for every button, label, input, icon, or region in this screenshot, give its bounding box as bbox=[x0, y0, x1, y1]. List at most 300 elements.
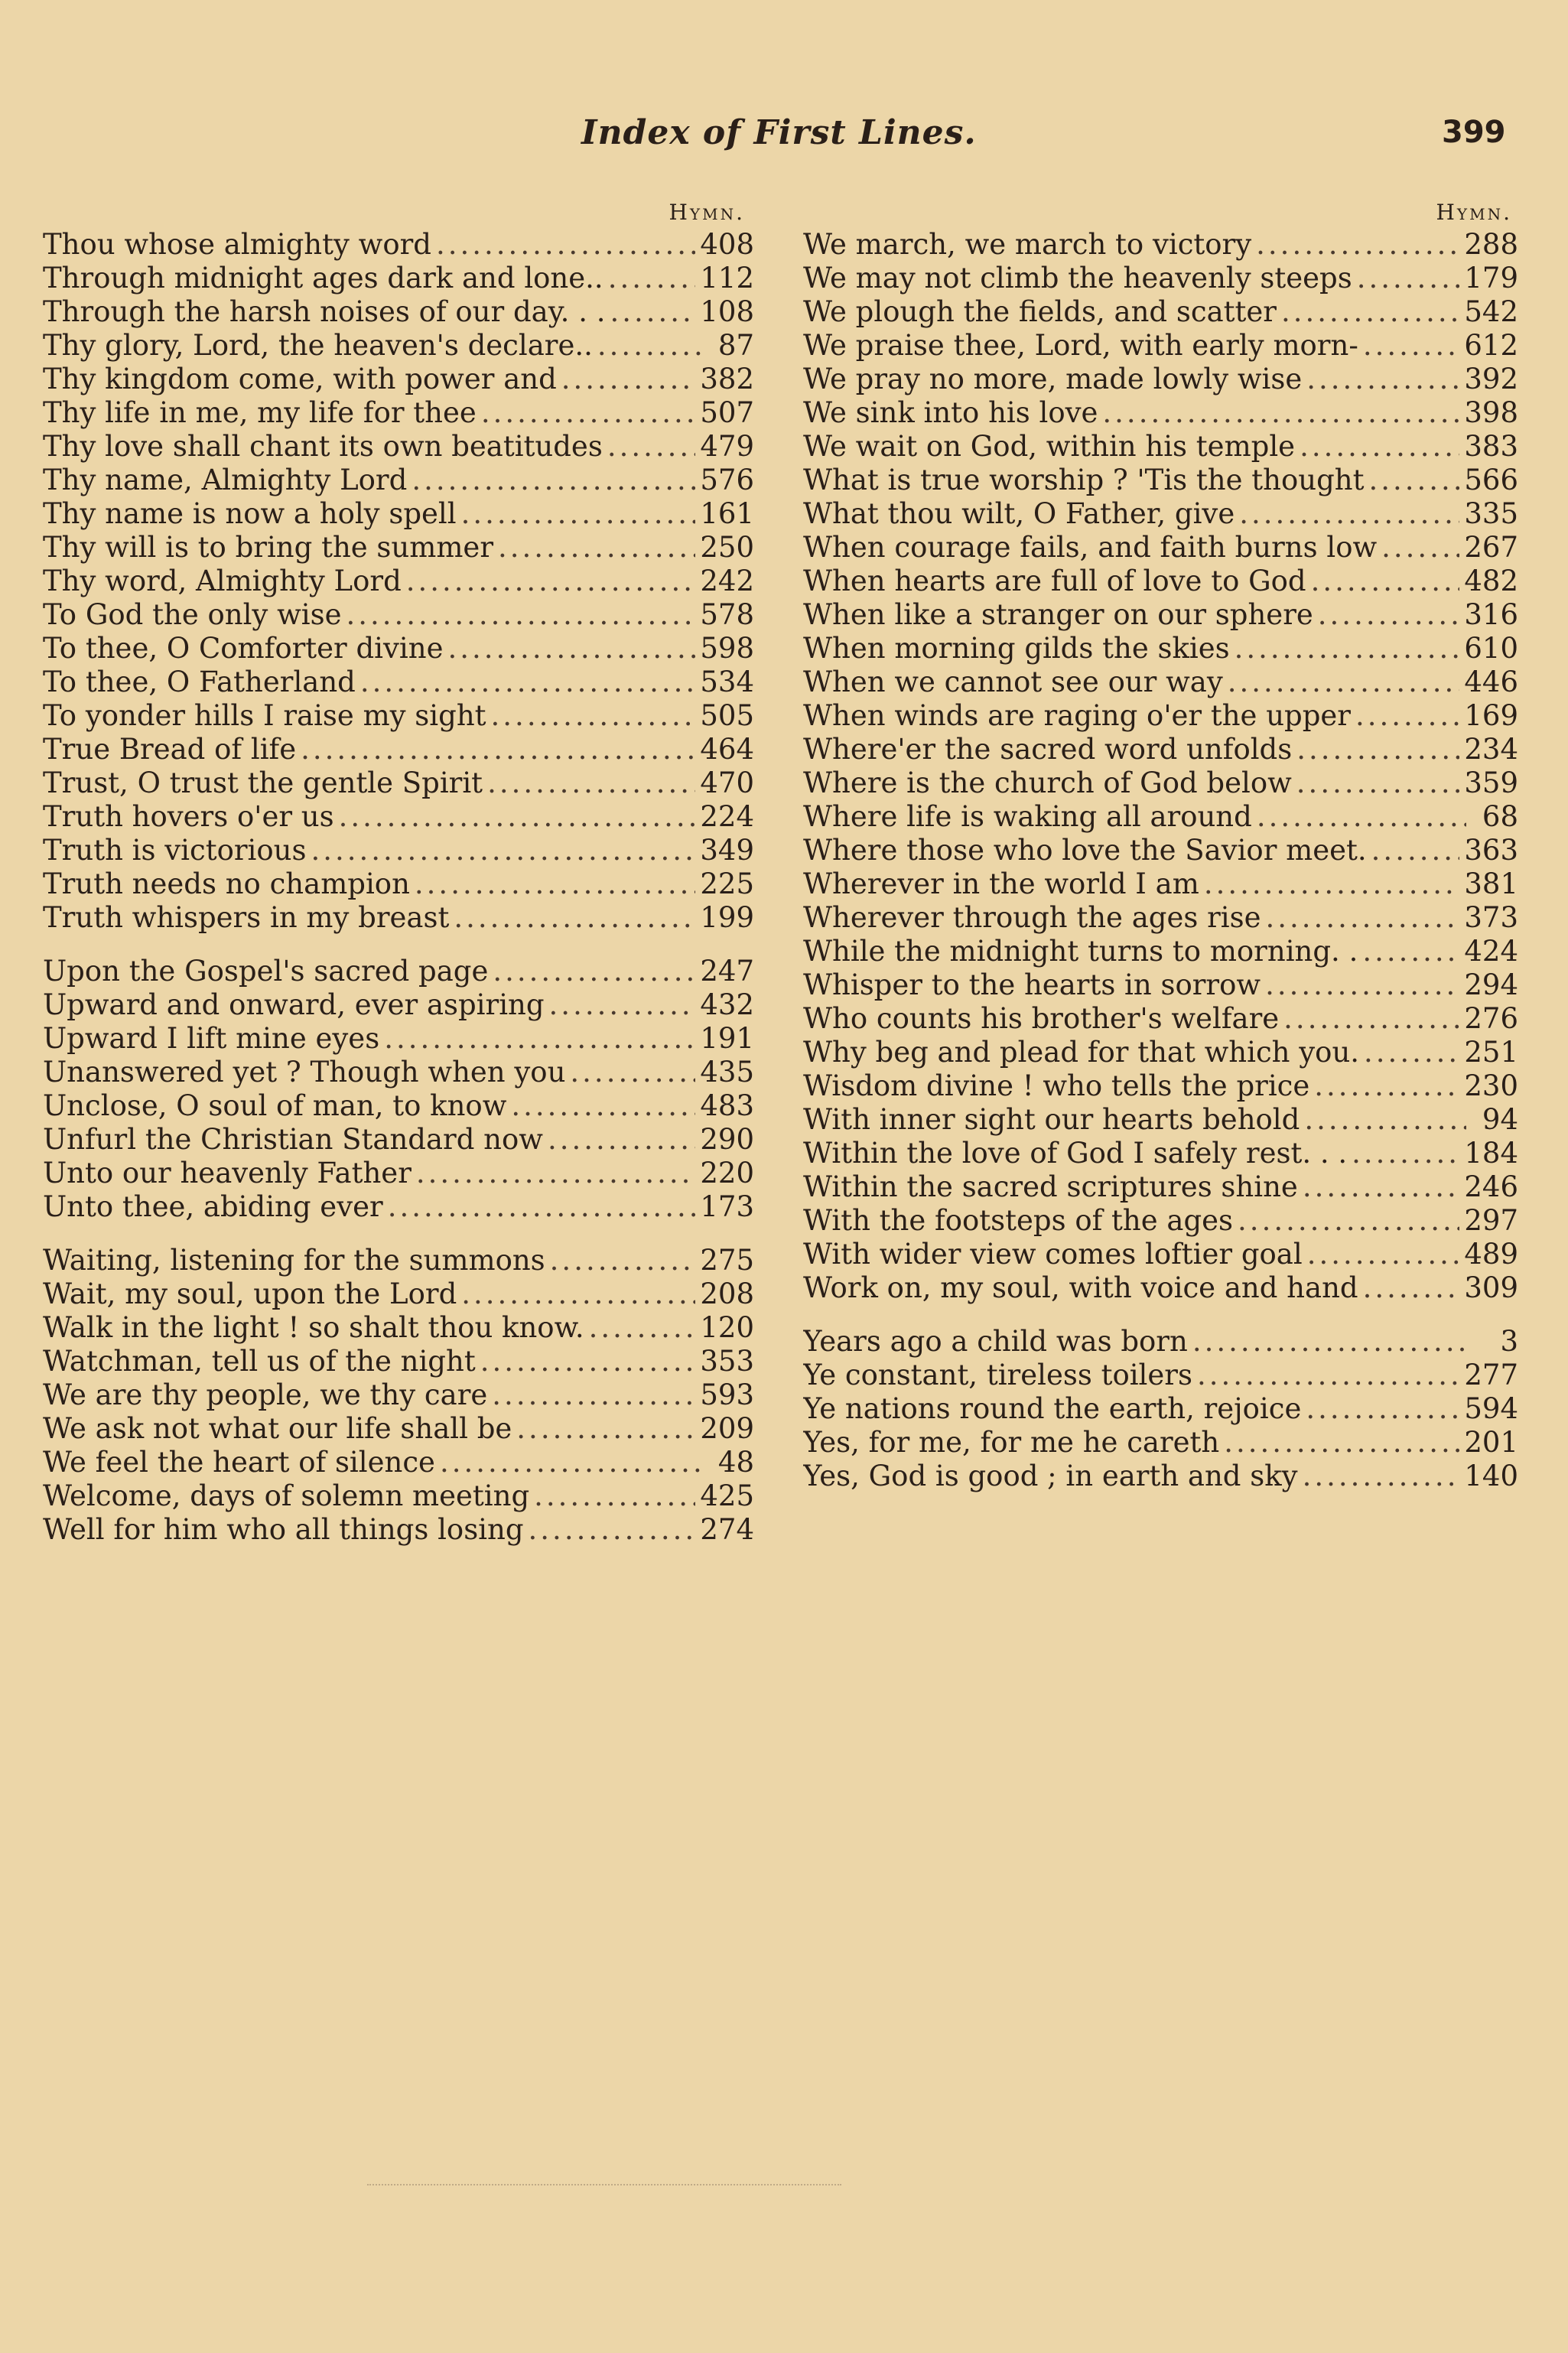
first-line-text: Thy word, Almighty Lord bbox=[43, 565, 402, 597]
dot-leader bbox=[1357, 262, 1460, 295]
hymn-number: 507 bbox=[700, 396, 754, 429]
hymn-number: 191 bbox=[700, 1022, 754, 1055]
dot-leader bbox=[1311, 565, 1460, 598]
first-line-text: When hearts are full of love to God bbox=[803, 565, 1306, 597]
first-line-text: Waiting, listening for the summons bbox=[43, 1244, 545, 1277]
hymn-number: 87 bbox=[717, 329, 754, 362]
first-line-text: Where life is waking all around bbox=[803, 800, 1252, 833]
index-entry bbox=[803, 396, 1518, 430]
first-line-text: Unanswered yet ? Though when you bbox=[43, 1056, 566, 1089]
index-entry bbox=[43, 598, 754, 632]
first-line-text: We ask not what our life shall be bbox=[43, 1412, 512, 1445]
index-entry bbox=[43, 262, 754, 295]
first-line-text: With the footsteps of the ages bbox=[803, 1204, 1234, 1237]
dot-leader bbox=[481, 396, 696, 430]
index-group bbox=[43, 228, 754, 935]
dot-leader bbox=[388, 1190, 696, 1224]
hymn-number: 594 bbox=[1464, 1392, 1518, 1425]
index-entry bbox=[803, 329, 1518, 363]
first-line-text: Work on, my soul, with voice and hand bbox=[803, 1271, 1358, 1304]
hymn-number: 161 bbox=[700, 497, 754, 530]
index-entry bbox=[43, 1056, 754, 1089]
index-entry bbox=[43, 1412, 754, 1446]
dot-leader bbox=[1364, 1036, 1459, 1069]
index-entry bbox=[43, 666, 754, 699]
hymn-number: 505 bbox=[700, 699, 754, 732]
hymn-number: 275 bbox=[700, 1244, 754, 1277]
hymn-number: 267 bbox=[1464, 531, 1518, 564]
hymn-number: 489 bbox=[1464, 1238, 1518, 1271]
hymn-number: 424 bbox=[1464, 935, 1518, 968]
dot-leader bbox=[480, 1345, 696, 1378]
dot-leader bbox=[529, 1513, 696, 1547]
hymn-number: 234 bbox=[1464, 733, 1518, 766]
hymn-number: 425 bbox=[700, 1479, 754, 1512]
hymn-number: 251 bbox=[1464, 1036, 1518, 1069]
index-entry bbox=[43, 800, 754, 834]
first-line-text: Thy will is to bring the summer bbox=[43, 531, 494, 564]
index-entry bbox=[43, 1311, 754, 1345]
hymn-number: 612 bbox=[1464, 329, 1518, 362]
dot-leader bbox=[440, 1446, 702, 1479]
dot-leader bbox=[412, 464, 695, 497]
index-entry bbox=[43, 396, 754, 430]
hymn-number: 201 bbox=[1464, 1426, 1518, 1459]
dot-leader bbox=[447, 632, 695, 666]
index-entry bbox=[803, 766, 1518, 800]
first-line-text: Thy name is now a holy spell bbox=[43, 497, 457, 530]
index-entry bbox=[803, 1002, 1518, 1036]
hymn-number: 246 bbox=[1464, 1170, 1518, 1203]
index-entry bbox=[43, 1479, 754, 1513]
index-entry bbox=[43, 565, 754, 598]
index-entry bbox=[803, 1069, 1518, 1103]
dot-leader bbox=[550, 1244, 696, 1277]
dot-leader bbox=[1296, 733, 1459, 766]
index-entry bbox=[43, 228, 754, 262]
dot-leader bbox=[461, 497, 696, 531]
column-heading: Hymn. bbox=[669, 200, 745, 225]
index-entry bbox=[43, 834, 754, 867]
index-entry bbox=[43, 1089, 754, 1123]
dot-leader bbox=[493, 955, 695, 988]
hymn-number: 250 bbox=[700, 531, 754, 564]
hymn-number: 309 bbox=[1464, 1271, 1518, 1304]
hymn-number: 169 bbox=[1464, 699, 1518, 732]
dot-leader bbox=[561, 363, 696, 396]
index-entry bbox=[803, 598, 1518, 632]
hymn-number: 363 bbox=[1464, 834, 1518, 867]
hymn-number: 48 bbox=[717, 1446, 754, 1479]
first-line-text: Where those who love the Savior meet. bbox=[803, 834, 1367, 867]
first-line-text: We feel the heart of silence bbox=[43, 1446, 435, 1479]
first-line-text: Thy name, Almighty Lord bbox=[43, 464, 408, 496]
index-entry bbox=[803, 834, 1518, 867]
hymn-number: 566 bbox=[1464, 464, 1518, 496]
dot-leader bbox=[1281, 295, 1459, 329]
first-line-text: Through midnight ages dark and lone.. bbox=[43, 262, 603, 295]
hymn-number: 381 bbox=[1464, 867, 1518, 900]
hymn-number: 230 bbox=[1464, 1069, 1518, 1102]
index-entry bbox=[803, 363, 1518, 396]
hymn-number: 208 bbox=[700, 1277, 754, 1310]
hymn-number: 464 bbox=[700, 733, 754, 766]
hymn-number: 578 bbox=[700, 598, 754, 631]
index-group bbox=[43, 955, 754, 1224]
first-line-text: When courage fails, and faith burns low bbox=[803, 531, 1378, 564]
first-line-text: Whisper to the hearts in sorrow bbox=[803, 968, 1261, 1001]
index-entry bbox=[43, 867, 754, 901]
dot-leader bbox=[1265, 968, 1459, 1002]
first-line-text: Thy love shall chant its own beatitudes bbox=[43, 430, 603, 463]
hymn-number: 432 bbox=[700, 988, 754, 1021]
dot-leader bbox=[1266, 901, 1460, 935]
first-line-text: Walk in the light ! so shalt thou know. bbox=[43, 1311, 584, 1344]
index-entry bbox=[803, 1238, 1518, 1271]
hymn-number: 94 bbox=[1482, 1103, 1518, 1136]
index-column-right bbox=[803, 197, 1518, 1493]
hymn-number: 353 bbox=[700, 1345, 754, 1378]
first-line-text: What thou wilt, O Father, give bbox=[803, 497, 1235, 530]
dot-leader bbox=[570, 1056, 695, 1089]
index-entry bbox=[803, 935, 1518, 968]
dot-leader bbox=[1362, 935, 1459, 968]
hymn-number: 179 bbox=[1464, 262, 1518, 295]
index-entry bbox=[43, 733, 754, 766]
dot-leader bbox=[1303, 1460, 1460, 1493]
index-entry bbox=[43, 363, 754, 396]
first-line-text: With wider view comes loftier goal bbox=[803, 1238, 1303, 1271]
first-line-text: Unclose, O soul of man, to know bbox=[43, 1089, 507, 1122]
first-line-text: Truth is victorious bbox=[43, 834, 307, 867]
index-entry bbox=[43, 531, 754, 565]
first-line-text: Upward I lift mine eyes bbox=[43, 1022, 380, 1055]
hymn-number: 576 bbox=[700, 464, 754, 496]
first-line-text: We march, we march to victory bbox=[803, 228, 1252, 261]
dot-leader bbox=[1256, 228, 1459, 262]
dot-leader bbox=[454, 901, 695, 935]
hymn-number: 173 bbox=[700, 1190, 754, 1223]
index-entry bbox=[43, 1123, 754, 1157]
column-heading: Hymn. bbox=[1436, 200, 1512, 225]
index-entry bbox=[43, 329, 754, 363]
index-entry bbox=[43, 988, 754, 1022]
dot-leader bbox=[406, 565, 696, 598]
hymn-number: 276 bbox=[1464, 1002, 1518, 1035]
index-entry bbox=[803, 1204, 1518, 1238]
hymn-number: 408 bbox=[700, 228, 754, 261]
index-entry bbox=[43, 901, 754, 935]
index-entry bbox=[803, 1103, 1518, 1137]
dot-leader bbox=[1306, 363, 1459, 396]
hymn-number: 598 bbox=[700, 632, 754, 665]
index-entry bbox=[43, 497, 754, 531]
first-line-text: To thee, O Comforter divine bbox=[43, 632, 444, 665]
index-entry bbox=[803, 497, 1518, 531]
first-line-text: Where'er the sacred word unfolds bbox=[803, 733, 1293, 766]
dot-leader bbox=[1283, 1002, 1459, 1036]
first-line-text: We sink into his love bbox=[803, 396, 1098, 429]
page-number: 399 bbox=[1442, 115, 1506, 150]
hymn-number: 294 bbox=[1464, 968, 1518, 1001]
first-line-text: Thy life in me, my life for thee bbox=[43, 396, 477, 429]
hymn-number: 470 bbox=[700, 766, 754, 799]
index-entry bbox=[43, 1446, 754, 1479]
dot-leader bbox=[311, 834, 695, 867]
dot-leader bbox=[1296, 766, 1460, 800]
index-entry bbox=[803, 1392, 1518, 1426]
first-line-text: We wait on God, within his temple bbox=[803, 430, 1296, 463]
dot-leader bbox=[1314, 1069, 1459, 1103]
index-entry bbox=[803, 901, 1518, 935]
dot-leader bbox=[1303, 1170, 1460, 1204]
hymn-number: 392 bbox=[1464, 363, 1518, 395]
dot-leader bbox=[534, 1479, 695, 1513]
index-entry bbox=[803, 867, 1518, 901]
index-entry bbox=[43, 1345, 754, 1378]
hymn-number: 247 bbox=[700, 955, 754, 988]
dot-leader bbox=[1306, 1392, 1459, 1426]
hymn-number: 120 bbox=[700, 1311, 754, 1344]
dot-leader bbox=[1300, 430, 1459, 464]
group-spacer bbox=[43, 935, 754, 955]
index-entry bbox=[803, 968, 1518, 1002]
first-line-text: Unfurl the Christian Standard now bbox=[43, 1123, 543, 1156]
first-line-text: When like a stranger on our sphere bbox=[803, 598, 1313, 631]
hymn-number: 479 bbox=[700, 430, 754, 463]
dot-leader bbox=[1197, 1359, 1459, 1392]
first-line-text: When we cannot see our way bbox=[803, 666, 1223, 698]
index-entry bbox=[43, 632, 754, 666]
index-column-left bbox=[43, 197, 754, 1547]
index-entry bbox=[43, 955, 754, 988]
index-entry bbox=[803, 666, 1518, 699]
hymn-number: 542 bbox=[1464, 295, 1518, 328]
first-line-text: We may not climb the heavenly steeps bbox=[803, 262, 1352, 295]
dot-leader bbox=[1318, 598, 1460, 632]
hymn-number: 220 bbox=[700, 1157, 754, 1190]
first-line-text: Years ago a child was born bbox=[803, 1325, 1188, 1358]
hymn-number: 68 bbox=[1482, 800, 1518, 833]
dot-leader bbox=[1235, 632, 1460, 666]
hymn-number: 277 bbox=[1464, 1359, 1518, 1391]
first-line-text: Where is the church of God below bbox=[803, 766, 1292, 799]
first-line-text: Within the love of God I safely rest. . . bbox=[803, 1137, 1348, 1170]
index-entry bbox=[43, 766, 754, 800]
index-entry bbox=[43, 1244, 754, 1277]
hymn-number: 209 bbox=[700, 1412, 754, 1445]
dot-leader bbox=[491, 699, 696, 733]
dot-leader bbox=[1102, 396, 1459, 430]
index-entry bbox=[803, 1036, 1518, 1069]
dot-leader bbox=[415, 867, 695, 901]
dot-leader bbox=[1307, 1238, 1460, 1271]
index-entry bbox=[43, 464, 754, 497]
index-entry bbox=[803, 531, 1518, 565]
first-line-text: Yes, for me, for me he careth bbox=[803, 1426, 1220, 1459]
first-line-text: To thee, O Fatherland bbox=[43, 666, 356, 698]
group-spacer bbox=[803, 1305, 1518, 1325]
first-line-text: Upon the Gospel's sacred page bbox=[43, 955, 489, 988]
dot-leader bbox=[492, 1378, 695, 1412]
hymn-number: 382 bbox=[700, 363, 754, 395]
index-entry bbox=[43, 1190, 754, 1224]
first-line-text: Yes, God is good ; in earth and sky bbox=[803, 1460, 1298, 1492]
first-line-text: Who counts his brother's welfare bbox=[803, 1002, 1280, 1035]
hymn-number: 482 bbox=[1464, 565, 1518, 597]
first-line-text: Welcome, days of solemn meeting bbox=[43, 1479, 530, 1512]
dot-leader bbox=[607, 430, 696, 464]
dot-leader bbox=[498, 531, 695, 565]
hymn-number: 297 bbox=[1464, 1204, 1518, 1237]
first-line-text: What is true worship ? 'Tis the thought bbox=[803, 464, 1365, 496]
dot-leader bbox=[416, 1157, 695, 1190]
index-group bbox=[803, 228, 1518, 1305]
first-line-text: Wisdom divine ! who tells the price bbox=[803, 1069, 1310, 1102]
first-line-text: True Bread of life bbox=[43, 733, 297, 766]
first-line-text: We praise thee, Lord, with early morn- bbox=[803, 329, 1358, 362]
index-entry bbox=[43, 295, 754, 329]
index-entry bbox=[43, 1157, 754, 1190]
index-entry bbox=[803, 295, 1518, 329]
dot-leader bbox=[346, 598, 695, 632]
index-entry bbox=[803, 800, 1518, 834]
hymn-number: 534 bbox=[700, 666, 754, 698]
index-entry bbox=[43, 699, 754, 733]
first-line-text: Thy glory, Lord, the heaven's declare.. bbox=[43, 329, 593, 362]
dot-leader bbox=[516, 1412, 695, 1446]
hymn-number: 359 bbox=[1464, 766, 1518, 799]
hymn-number: 3 bbox=[1500, 1325, 1518, 1358]
dot-leader bbox=[360, 666, 696, 699]
hymn-number: 242 bbox=[700, 565, 754, 597]
index-entry bbox=[803, 632, 1518, 666]
first-line-text: Upward and onward, ever aspiring bbox=[43, 988, 545, 1021]
first-line-text: Truth needs no champion bbox=[43, 867, 410, 900]
first-line-text: Thy kingdom come, with power and bbox=[43, 363, 557, 395]
dot-leader bbox=[1363, 329, 1460, 363]
dot-leader bbox=[339, 800, 696, 834]
dot-leader bbox=[301, 733, 695, 766]
dot-leader bbox=[1352, 1137, 1459, 1170]
index-entry bbox=[803, 464, 1518, 497]
hymn-number: 398 bbox=[1464, 396, 1518, 429]
first-line-text: Unto our heavenly Father bbox=[43, 1157, 412, 1190]
dot-leader bbox=[589, 1311, 696, 1345]
index-entry bbox=[803, 228, 1518, 262]
first-line-text: Watchman, tell us of the night bbox=[43, 1345, 476, 1378]
index-entry bbox=[43, 1378, 754, 1412]
index-entry bbox=[803, 1359, 1518, 1392]
first-line-text: When winds are raging o'er the upper bbox=[803, 699, 1351, 732]
first-line-text: Through the harsh noises of our day. . . bbox=[43, 295, 606, 328]
first-line-text: Ye constant, tireless toilers bbox=[803, 1359, 1192, 1391]
first-line-text: To yonder hills I raise my sight bbox=[43, 699, 486, 732]
hymn-number: 483 bbox=[700, 1089, 754, 1122]
index-group bbox=[43, 1244, 754, 1547]
dot-leader bbox=[384, 1022, 695, 1056]
index-entry bbox=[803, 1325, 1518, 1359]
hymn-number: 373 bbox=[1464, 901, 1518, 934]
dot-leader bbox=[461, 1277, 695, 1311]
index-entry bbox=[803, 430, 1518, 464]
dot-leader bbox=[1224, 1426, 1459, 1460]
hymn-number: 199 bbox=[700, 901, 754, 934]
dot-leader bbox=[548, 1123, 695, 1157]
first-line-text: Well for him who all things losing bbox=[43, 1513, 524, 1546]
first-line-text: Wherever through the ages rise bbox=[803, 901, 1261, 934]
first-line-text: Wait, my soul, upon the Lord bbox=[43, 1277, 457, 1310]
dot-leader bbox=[1238, 1204, 1459, 1238]
hymn-number: 140 bbox=[1464, 1460, 1518, 1492]
index-entry bbox=[803, 262, 1518, 295]
dot-leader bbox=[1204, 867, 1460, 901]
hymn-number: 225 bbox=[700, 867, 754, 900]
index-entry bbox=[803, 1426, 1518, 1460]
hymn-number: 288 bbox=[1464, 228, 1518, 261]
dot-leader bbox=[436, 228, 695, 262]
first-line-text: When morning gilds the skies bbox=[803, 632, 1230, 665]
first-line-text: We pray no more, made lowly wise bbox=[803, 363, 1303, 395]
hymn-number: 274 bbox=[700, 1513, 754, 1546]
index-entry bbox=[803, 699, 1518, 733]
dot-leader bbox=[1371, 834, 1460, 867]
index-entry bbox=[43, 1513, 754, 1547]
hymn-number: 349 bbox=[700, 834, 754, 867]
first-line-text: We plough the fields, and scatter bbox=[803, 295, 1277, 328]
dot-leader bbox=[1239, 497, 1459, 531]
hymn-number: 446 bbox=[1464, 666, 1518, 698]
index-entry bbox=[803, 1170, 1518, 1204]
index-entry bbox=[803, 733, 1518, 766]
hymn-number: 224 bbox=[700, 800, 754, 833]
index-entry bbox=[803, 1460, 1518, 1493]
dot-leader bbox=[1355, 699, 1459, 733]
hymn-number: 593 bbox=[700, 1378, 754, 1411]
first-line-text: Thou whose almighty word bbox=[43, 228, 431, 261]
group-spacer bbox=[43, 1224, 754, 1244]
index-entry bbox=[43, 1277, 754, 1311]
dot-leader bbox=[610, 295, 695, 329]
hymn-number: 316 bbox=[1464, 598, 1518, 631]
first-line-text: Truth hovers o'er us bbox=[43, 800, 334, 833]
dot-leader bbox=[511, 1089, 695, 1123]
index-group bbox=[803, 1325, 1518, 1493]
hymn-number: 383 bbox=[1464, 430, 1518, 463]
hymn-number: 610 bbox=[1464, 632, 1518, 665]
first-line-text: Why beg and plead for that which you. bbox=[803, 1036, 1360, 1069]
dot-leader bbox=[608, 262, 696, 295]
index-entry bbox=[803, 565, 1518, 598]
index-entry bbox=[43, 430, 754, 464]
hymn-number: 290 bbox=[700, 1123, 754, 1156]
dot-leader bbox=[1381, 531, 1459, 565]
dot-leader bbox=[1192, 1325, 1466, 1359]
first-line-text: Ye nations round the earth, rejoice bbox=[803, 1392, 1302, 1425]
first-line-text: Wherever in the world I am bbox=[803, 867, 1199, 900]
hymn-number: 435 bbox=[700, 1056, 754, 1089]
first-line-text: Unto thee, abiding ever bbox=[43, 1190, 383, 1223]
print-smudge bbox=[367, 2184, 841, 2189]
first-line-text: To God the only wise bbox=[43, 598, 342, 631]
first-line-text: Truth whispers in my breast bbox=[43, 901, 450, 934]
hymn-number: 335 bbox=[1464, 497, 1518, 530]
first-line-text: We are thy people, we thy care bbox=[43, 1378, 488, 1411]
dot-leader bbox=[1363, 1271, 1460, 1305]
first-line-text: With inner sight our hearts behold bbox=[803, 1103, 1300, 1136]
index-entry bbox=[803, 1137, 1518, 1170]
dot-leader bbox=[1368, 464, 1459, 497]
